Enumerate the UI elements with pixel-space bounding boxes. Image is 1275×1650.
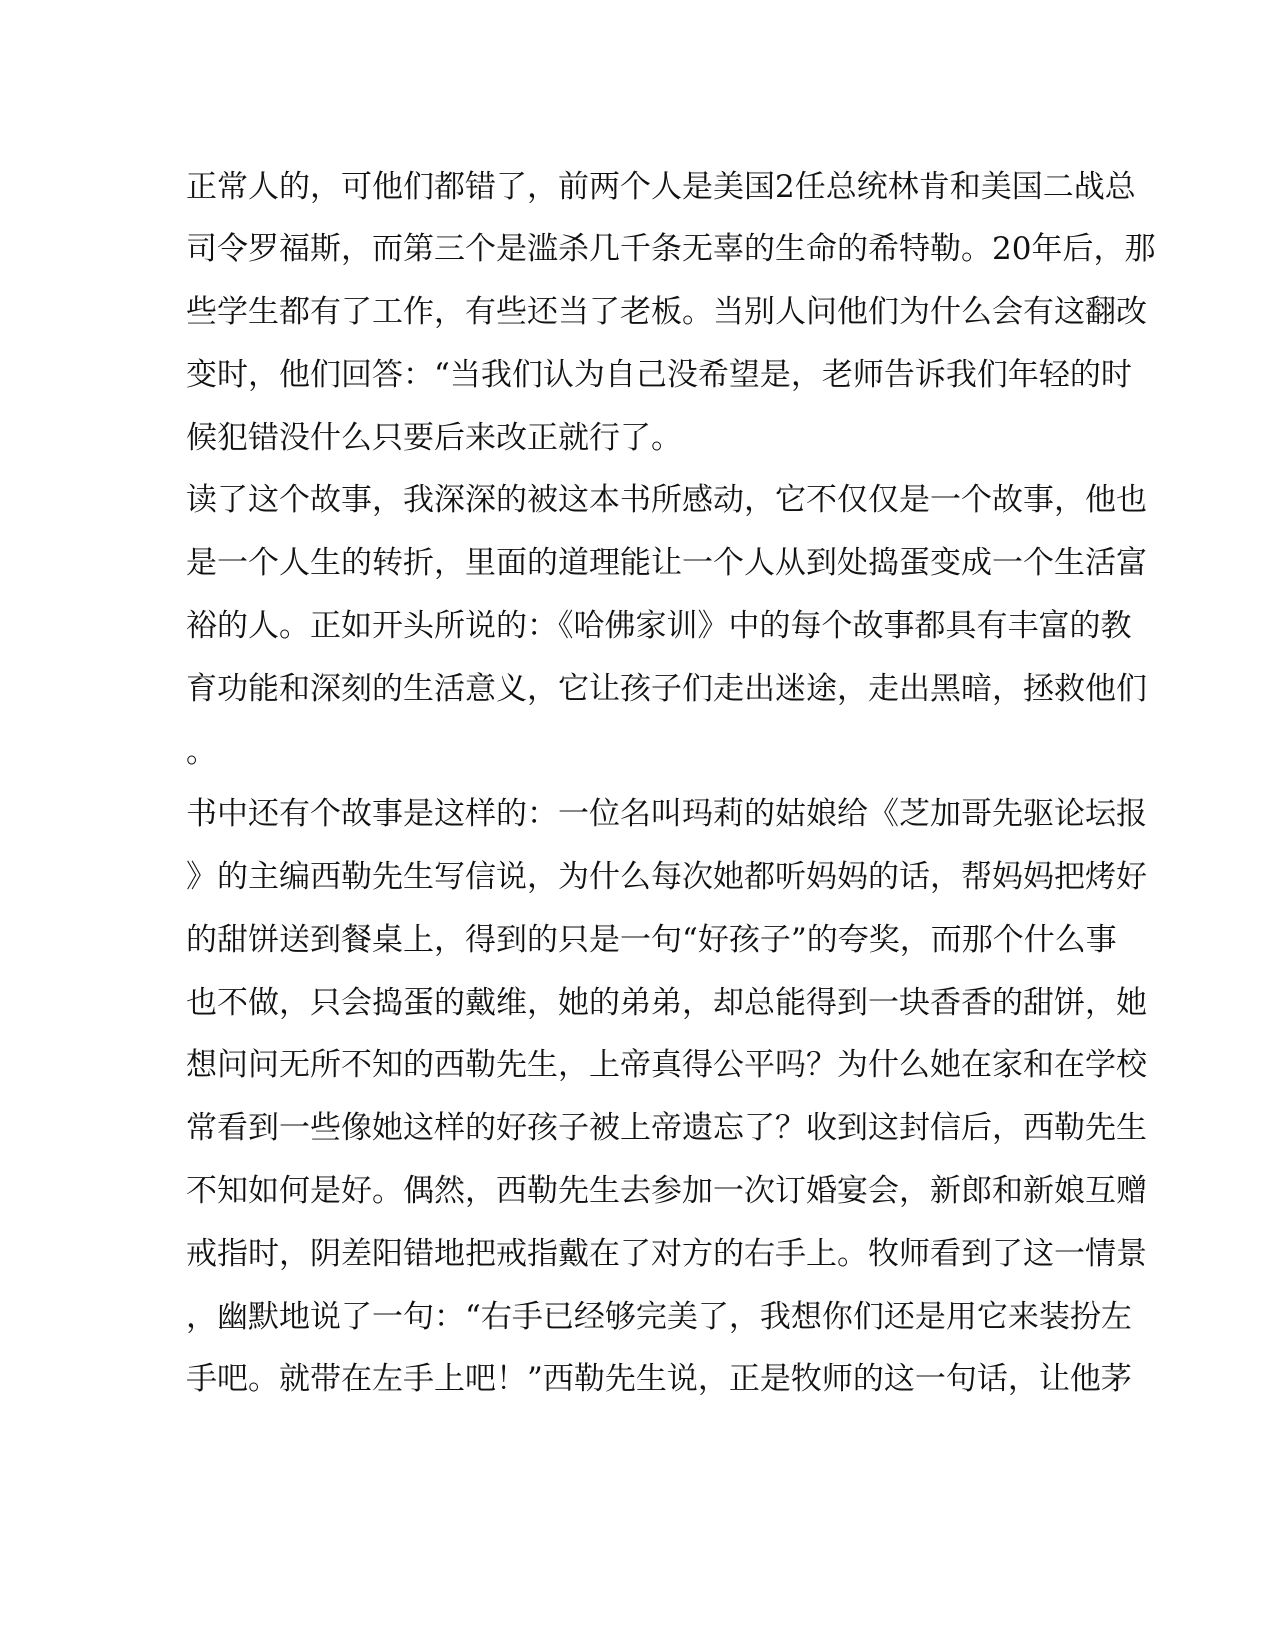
text-line: 司令罗福斯，而第三个是滥杀几千条无辜的生命的希特勒。20年后，那 bbox=[186, 231, 1156, 267]
text-line: 想问问无所不知的西勒先生，上帝真得公平吗？为什么她在家和在学校 bbox=[186, 1047, 1147, 1083]
text-line: 育功能和深刻的生活意义，它让孩子们走出迷途，走出黑暗，拯救他们 bbox=[186, 671, 1147, 707]
text-line: 候犯错没什么只要后来改正就行了。 bbox=[186, 420, 682, 456]
text-line: 。 bbox=[186, 734, 217, 770]
text-line: 也不做，只会捣蛋的戴维，她的弟弟，却总能得到一块香香的甜饼，她 bbox=[186, 985, 1147, 1021]
text-line: 》的主编西勒先生写信说，为什么每次她都听妈妈的话，帮妈妈把烤好 bbox=[186, 859, 1147, 895]
text-line: ，幽默地说了一句：“右手已经够完美了，我想你们还是用它来装扮左 bbox=[186, 1299, 1132, 1335]
text-line: 变时，他们回答：“当我们认为自己没希望是，老师告诉我们年轻的时 bbox=[186, 357, 1132, 393]
text-line: 正常人的，可他们都错了，前两个人是美国2任总统林肯和美国二战总 bbox=[186, 169, 1136, 205]
text-line: 的甜饼送到餐桌上，得到的只是一句“好孩子”的夸奖，而那个什么事 bbox=[186, 922, 1117, 958]
text-line: 裕的人。正如开头所说的：《哈佛家训》中的每个故事都具有丰富的教 bbox=[186, 608, 1132, 644]
text-line: 书中还有个故事是这样的：一位名叫玛莉的姑娘给《芝加哥先驱论坛报 bbox=[186, 796, 1147, 832]
text-line: 不知如何是好。偶然，西勒先生去参加一次订婚宴会，新郎和新娘互赠 bbox=[186, 1173, 1147, 1209]
text-line: 手吧。就带在左手上吧！”西勒先生说，正是牧师的这一句话，让他茅 bbox=[186, 1361, 1132, 1397]
text-line: 常看到一些像她这样的好孩子被上帝遗忘了？收到这封信后，西勒先生 bbox=[186, 1110, 1147, 1146]
text-line: 是一个人生的转折，里面的道理能让一个人从到处捣蛋变成一个生活富 bbox=[186, 545, 1147, 581]
text-line: 戒指时，阴差阳错地把戒指戴在了对方的右手上。牧师看到了这一情景 bbox=[186, 1236, 1147, 1272]
text-line: 些学生都有了工作，有些还当了老板。当别人问他们为什么会有这翻改 bbox=[186, 294, 1147, 330]
text-line: 读了这个故事，我深深的被这本书所感动，它不仅仅是一个故事，他也 bbox=[186, 482, 1147, 518]
